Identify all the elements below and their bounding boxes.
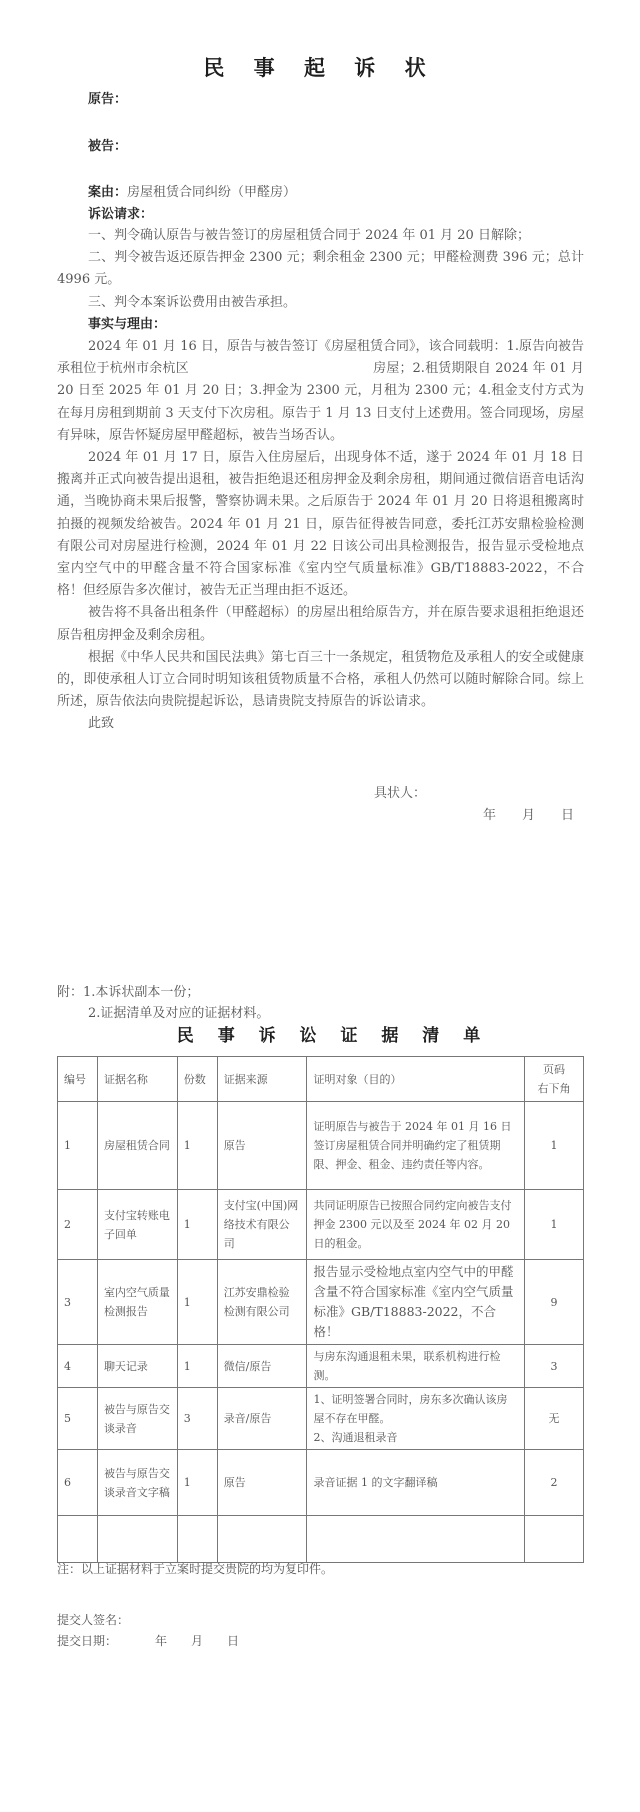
cell-copies: 1 — [177, 1260, 217, 1345]
facts-heading: 事实与理由： — [88, 316, 167, 332]
cell-empty — [177, 1516, 217, 1563]
plaintiff-label: 原告： — [88, 92, 128, 107]
cell-purpose — [307, 1388, 525, 1450]
cell-page: 无 — [525, 1388, 584, 1450]
annex — [57, 982, 269, 1024]
header-page-line1: 页码 — [543, 1063, 566, 1076]
cell-copies: 1 — [177, 1450, 217, 1516]
claim-item: 三、判令本案诉讼费用由被告承担。 — [88, 294, 297, 310]
date-month: 月 — [191, 1634, 204, 1648]
date-year: 年 — [483, 808, 497, 823]
submit-date — [57, 1632, 263, 1649]
facts-paragraph: 2024 年 01 月 16 日，原告与被告签订《房屋租赁合同》，该合同载明：1.原告向被告承租位于杭州市余杭区 房屋；2.租赁期限自 2024 年 01 月 20 日至 2025 年 01 月 20 日；3.押金为 2300 元，月租为 2300 元；4.租金支付方式为在每月房租到期前 3 天支付下次房租。原告于 1 月 13 日支付上述费用。签合同现场，房屋有异味，原告怀疑房屋甲醛超标，被告当场否认。 — [57, 339, 584, 443]
cell-copies: 1 — [177, 1102, 217, 1190]
cell-no: 6 — [58, 1450, 98, 1516]
annex-line: 2.证据清单及对应的证据材料。 — [88, 1006, 270, 1021]
claim-item: 二、判令被告返还原告押金 2300 元；剩余租金 2300 元；甲醛检测费 396 元；总计 4996 元。 — [57, 250, 584, 288]
claims-heading: 诉讼请求： — [88, 207, 154, 222]
facts-paragraph: 根据《中华人民共和国民法典》第七百三十一条规定，租赁物危及承租人的安全或健康的，即使承租人订立合同时明知该租赁物质量不合格，承租人仍然可以随时解除合同。综上所述，原告依法向贵院提起诉讼，恳请贵院支持原告的诉讼请求。 — [57, 649, 584, 710]
cell-page: 3 — [525, 1345, 584, 1388]
date-day: 日 — [561, 808, 575, 823]
cell-source: 录音/原告 — [217, 1388, 307, 1450]
cell-empty — [307, 1516, 525, 1563]
evidence-table — [57, 1056, 584, 1563]
header-cell: 份数 — [177, 1057, 217, 1102]
table-row — [58, 1260, 584, 1345]
table-header-row — [58, 1057, 584, 1102]
cell-source: 原告 — [217, 1102, 307, 1190]
cell-copies: 1 — [177, 1190, 217, 1260]
table-row — [58, 1345, 584, 1388]
header-cell: 证据来源 — [217, 1057, 307, 1102]
facts-paragraph: 被告将不具备出租条件（甲醛超标）的房屋出租给原告方，并在原告要求退租拒绝退还原告租房押金及剩余房租。 — [57, 605, 584, 643]
table-row-empty — [58, 1516, 584, 1563]
cell-purpose: 共同证明原告已按照合同约定向被告支付押金 2300 元以及至 2024 年 02 月 20 日的租金。 — [307, 1190, 525, 1260]
cell-empty — [525, 1516, 584, 1563]
cell-name: 聊天记录 — [97, 1345, 177, 1388]
cell-purpose: 录音证据 1 的文字翻译稿 — [307, 1450, 525, 1516]
cell-no: 4 — [58, 1345, 98, 1388]
submitter-label: 提交人签名： — [57, 1613, 130, 1627]
cell-no: 2 — [58, 1190, 98, 1260]
date-month: 月 — [522, 808, 536, 823]
cell-page: 1 — [525, 1102, 584, 1190]
header-cell: 证据名称 — [97, 1057, 177, 1102]
claim-item: 一、判令确认原告与被告签订的房屋租赁合同于 2024 年 01 月 20 日解除； — [88, 228, 530, 243]
cell-empty — [97, 1516, 177, 1563]
cell-name: 支付宝转账电子回单 — [97, 1190, 177, 1260]
purpose-line: 1、证明签署合同时，房东多次确认该房屋不存在甲醛。 — [313, 1393, 508, 1425]
table-row — [58, 1388, 584, 1450]
date-day: 日 — [227, 1634, 240, 1648]
cell-name: 房屋租赁合同 — [97, 1102, 177, 1190]
cell-copies: 3 — [177, 1388, 217, 1450]
cell-name: 室内空气质量检测报告 — [97, 1260, 177, 1345]
purpose-line: 2、沟通退租录音 — [313, 1431, 398, 1444]
table-row — [58, 1450, 584, 1516]
cell-source: 原告 — [217, 1450, 307, 1516]
header-cell-page — [525, 1057, 584, 1102]
signer-label: 具状人： — [374, 786, 427, 801]
cell-no: 1 — [58, 1102, 98, 1190]
cell-purpose: 证明原告与被告于 2024 年 01 月 16 日签订房屋租赁合同并明确约定了租赁期限、押金、租金、违约责任等内容。 — [307, 1102, 525, 1190]
cell-copies: 1 — [177, 1345, 217, 1388]
date-year: 年 — [155, 1634, 168, 1648]
cell-source: 微信/原告 — [217, 1345, 307, 1388]
cell-purpose: 报告显示受检地点室内空气中的甲醛含量不符合国家标准《室内空气质量标准》GB/T18883-2022，不合格！ — [307, 1260, 525, 1345]
closing-phrase: 此致 — [88, 716, 115, 732]
table-row — [58, 1190, 584, 1260]
cell-page: 1 — [525, 1190, 584, 1260]
cell-page: 9 — [525, 1260, 584, 1345]
complaint-title: 民 事 起 诉 状 — [203, 56, 437, 80]
cell-source: 江苏安鼎检验检测有限公司 — [217, 1260, 307, 1345]
cell-no: 3 — [58, 1260, 98, 1345]
header-cell: 编号 — [58, 1057, 98, 1102]
defendant-label: 被告： — [88, 139, 128, 154]
cell-name: 被告与原告交谈录音 — [97, 1388, 177, 1450]
cell-empty — [217, 1516, 307, 1563]
evidence-note: 注：以上证据材料于立案时提交贵院的均为复印件。 — [57, 1562, 334, 1576]
cell-empty — [58, 1516, 98, 1563]
case-cause — [88, 181, 296, 200]
complaint-date — [483, 804, 574, 823]
table-row — [58, 1102, 584, 1190]
facts-paragraph: 2024 年 01 月 17 日，原告入住房屋后，出现身体不适，遂于 2024 年 01 月 18 日搬离并正式向被告提出退租，被告拒绝退还租房押金及剩余房租，期间通过微信语音电话沟通，当晚协商未果后报警，警察协调未果。之后原告于 2024 年 01 月 20 日将退租搬离时拍摄的视频发给被告。2024 年 01 月 21 日，原告征得被告同意，委托江苏安鼎检验检测有限公司对房屋进行检测，2024 年 01 月 22 日该公司出具检测报告，报告显示受检地点室内空气中的甲醛含量不符合国家标准《室内空气质量标准》GB/T18883-2022，不合格！但经原告多次催讨，被告无正当理由拒不返还。 — [57, 450, 584, 599]
cell-no: 5 — [58, 1388, 98, 1450]
cell-name: 被告与原告交谈录音文字稿 — [97, 1450, 177, 1516]
cell-page: 2 — [525, 1450, 584, 1516]
annex-line: 附：1.本诉状副本一份； — [57, 985, 200, 1000]
cell-purpose: 与房东沟通退租未果，联系机构进行检测。 — [307, 1345, 525, 1388]
cell-source: 支付宝(中国)网络技术有限公司 — [217, 1190, 307, 1260]
evidence-list-title: 民 事 诉 讼 证 据 清 单 — [176, 1026, 490, 1046]
case-cause-label: 案由： — [88, 185, 128, 200]
header-page-line2: 右下角 — [537, 1082, 571, 1095]
submit-date-label: 提交日期： — [57, 1634, 118, 1648]
complaint-body — [57, 225, 584, 736]
header-cell: 证明对象（目的） — [307, 1057, 525, 1102]
case-cause-value: 房屋租赁合同纠纷（甲醛房） — [127, 185, 297, 200]
